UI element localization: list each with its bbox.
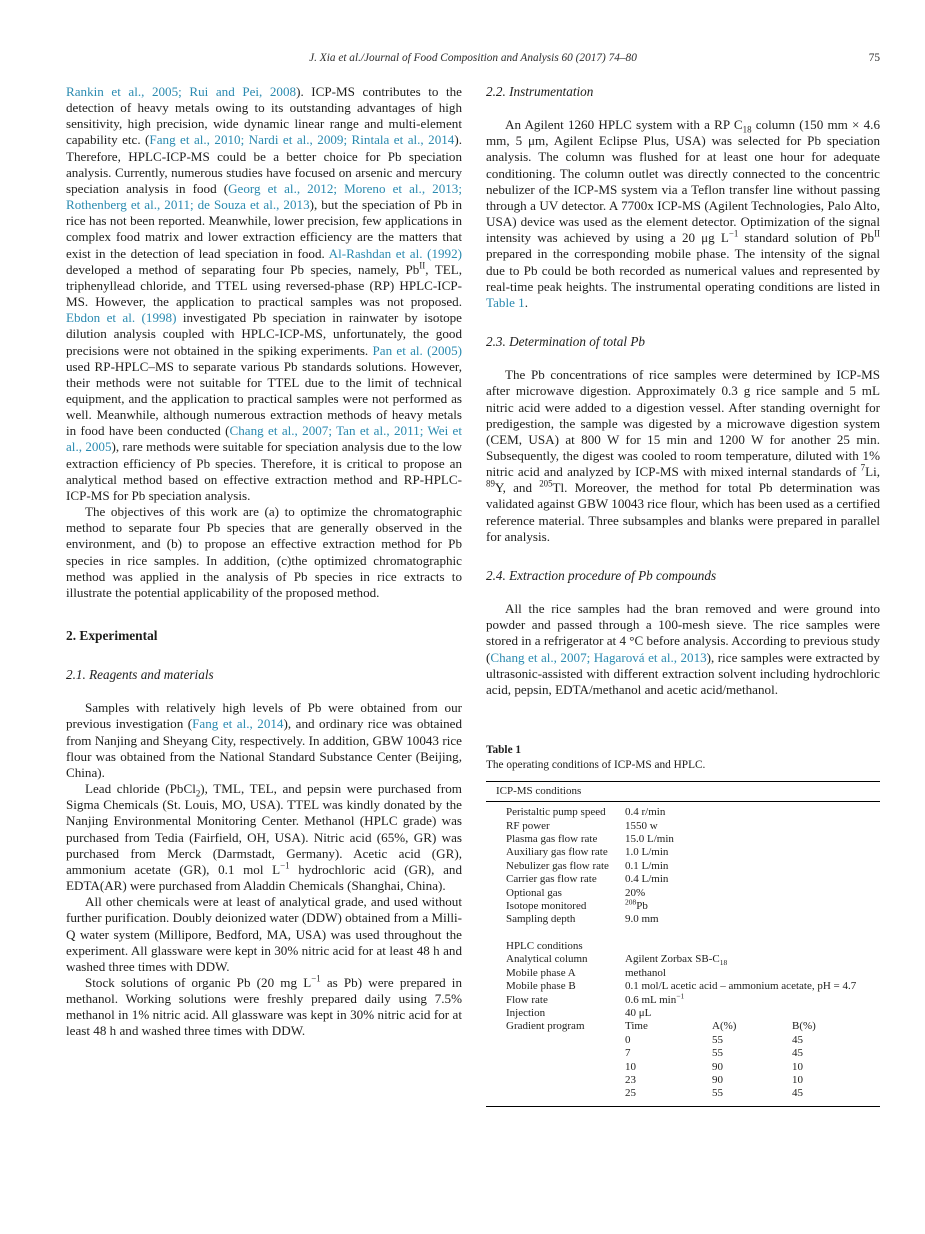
table-row-label: Nebulizer gas flow rate (506, 859, 609, 872)
table-row-value (625, 887, 880, 900)
text-sup: −1 (676, 990, 685, 1000)
subsection-heading-total-pb: 2.3. Determination of total Pb (486, 334, 645, 350)
gradient-cell: 55 (712, 1047, 723, 1060)
table-row-label: Flow rate (506, 993, 548, 1006)
table-row-value (625, 990, 880, 1007)
table-row-value (625, 967, 880, 980)
subsection-heading-instrumentation: 2.2. Instrumentation (486, 84, 594, 99)
text-segment: 0.1 mol/L acetic acid – ammonium acetate, pH = 4.7 (625, 980, 857, 993)
table-row-label: Optional gas (506, 886, 562, 899)
table-row-value (625, 980, 880, 993)
text-segment: 9.0 mm (625, 913, 659, 926)
table-row (486, 887, 880, 900)
section-heading-experimental: 2. Experimental (66, 628, 158, 643)
paragraph-intro-1 (66, 84, 462, 504)
table-row-value (625, 846, 880, 859)
right-column (486, 84, 880, 1107)
gradient-cell: 10 (792, 1060, 803, 1073)
text-segment: used RP-HPLC–MS to separate various Pb standards solutions. However, their methods were not suitable for TTEL due to the limit of technical equipment, and the application to practical samples were not performed as well. Meanwhile, although numerous extraction methods of heavy metals in food have been conducted ( (66, 358, 462, 439)
text-segment: 1550 w (625, 819, 658, 832)
gradient-cell: 90 (712, 1060, 723, 1073)
gradient-program-row (486, 1020, 880, 1100)
text-segment: 20% (625, 886, 646, 899)
table-row-label: Plasma gas flow rate (506, 833, 598, 846)
paragraph-total-pb (486, 367, 880, 545)
table-row-value (625, 820, 880, 833)
paragraph-reagents-2 (66, 781, 462, 894)
gradient-cell: 23 (625, 1073, 636, 1086)
table-row-value (625, 1007, 880, 1020)
table-row-label: Isotope monitored (506, 900, 587, 913)
table-row-label: HPLC conditions (506, 939, 583, 952)
gradient-cell: 90 (712, 1073, 723, 1086)
table-row-value (625, 806, 880, 819)
gradient-row (625, 1047, 880, 1060)
text-segment: The objectives of this work are (a) to optimize the chromatographic method to separate four Pb species that are generally observed in the environment, and (b) to propose an effective extraction method for Pb species in rice samples. In addition, (c)the optimized chromatographic method was applied in the analysis of Pb species in rice extracts to illustrate the potential applicability of the proposed method. (66, 504, 462, 600)
text-sup: −1 (311, 973, 321, 984)
text-segment: developed a method of separating four Pb species, namely, Pb (66, 261, 420, 277)
gradient-row (625, 1034, 880, 1047)
table-row-value (625, 953, 880, 966)
text-segment: ). Therefore, HPLC-ICP-MS could be a better choice for Pb speciation analysis. Currently, numerous studies have focused on arsenic and mercury speciation analysis in food ( (66, 132, 462, 196)
table-row (486, 967, 880, 980)
gradient-cell: Time (625, 1020, 648, 1033)
gradient-cell: 55 (712, 1033, 723, 1046)
citation-link[interactable]: Chang et al., 2007; Hagarová et al., 2013 (490, 649, 707, 665)
table-row-value (625, 860, 880, 873)
table-row (486, 860, 880, 873)
text-sup: 205 (539, 478, 553, 489)
icpms-rows (486, 806, 880, 927)
page-number: 75 (868, 52, 880, 64)
gradient-cell: 45 (792, 1087, 803, 1100)
table-row (486, 846, 880, 859)
text-sup: 89 (486, 478, 495, 489)
paragraph-extraction (486, 601, 880, 698)
citation-link[interactable]: Chang et al., 2007; Tan et al., 2011; Wei et al., 2005 (66, 423, 462, 455)
citation-link[interactable]: Georg et al., 2012; Moreno et al., 2013; Rothenberg et al., 2011; de Souza et al., 2013 (66, 180, 462, 213)
text-sup: II (419, 260, 426, 271)
table-group-header-icpms: ICP-MS conditions (496, 784, 582, 797)
text-segment: The Pb concentrations of rice samples were determined by ICP-MS after microwave digestion. Approximately 0.3 g rice sample and 5 mL nitric acid were added to a digestion vessel. After standing overnight for predigestion, the sample was digested by a microwave digestion system (CEM, USA) at 800 W for 15 min and 1200 W for another 25 min. Subsequently, the digest was cooled to room temperature, diluted with 1% nitric acid and analyzed by ICP-MS with mixed internal standards of (486, 367, 880, 480)
citation-link[interactable]: Rankin et al., 2005; Rui and Pei, 2008 (66, 84, 297, 99)
gradient-cell: 25 (625, 1087, 636, 1100)
table-row-label: Peristaltic pump speed (506, 806, 606, 819)
text-segment: 0.6 mL min (625, 993, 677, 1006)
table-row (486, 806, 880, 819)
table-row-label: Mobile phase B (506, 980, 576, 993)
text-segment: Samples with relatively high levels of Pb were obtained from our previous investigation ( (66, 700, 462, 732)
table-row (486, 897, 880, 913)
text-segment: 0.1 L/min (625, 859, 669, 872)
gradient-row (625, 1020, 880, 1033)
text-segment: as Pb) were prepared in methanol. Working solutions were freshly prepared daily using 7.5% methanol in 1% nitric acid. All glassware was kept in 30% nitric acid for at least 48 h and washed three times with DDW. (66, 974, 462, 1039)
text-segment: ), TML, TEL, and pepsin were purchased from Sigma Chemicals (St. Louis, MO, USA). TTEL was kindly donated by the Nanjing Environmental Monitoring Center. Methanol (HPLC grade) was purchased from Tedia (Fairfield, OH, USA). Nitric acid (65%, GR) was purchased from Merck (Darmstadt, Germany). Acetic acid (GR), ammonium acetate (GR), 0.1 mol L (66, 781, 462, 877)
text-segment: All other chemicals were at least of analytical grade, and used without further purification. Doubly deionized water (DDW) obtained from a Milli-Q water system (Millipore, Bedford, MA, USA) was used throughout the experiment. All glassware were kept in 30% nitric acid for at least 48 h and washed three times with DDW. (66, 894, 462, 974)
subsection-heading-reagents: 2.1. Reagents and materials (66, 667, 214, 683)
page-header (66, 52, 880, 68)
table-ref-link[interactable]: Table 1 (486, 294, 525, 310)
text-sup: −1 (728, 228, 739, 239)
paragraph-reagents-4 (66, 975, 462, 1040)
gradient-row (625, 1061, 880, 1074)
text-segment: Lead chloride (PbCl (84, 781, 196, 797)
text-sup: II (874, 228, 880, 239)
text-segment: ). ICP-MS contributes to the detection of heavy metals owing to its outstanding advantages of high sensitivity, high precision, wide dynamic linear range and multi-element capability etc. ( (66, 84, 462, 148)
table-row-label: Sampling depth (506, 913, 576, 926)
table-row-label: Analytical column (506, 953, 588, 966)
text-segment: investigated Pb speciation in rainwater by isotope dilution analysis coupled with HPLC-ICP-MS, unfortunately, the good precisions were not obtained in the spiking experiments. (66, 310, 462, 358)
text-segment: Stock solutions of organic Pb (20 mg L (84, 974, 312, 990)
hplc-rows (486, 940, 880, 1020)
text-segment: hydrochloric acid (GR), and EDTA(AR) were purchased from Aladdin Chemicals (Shanghai, China). (66, 861, 462, 894)
text-segment: All the rice samples had the bran removed and were ground into powder and passed through a 100-mesh sieve. The rice samples were stored in a refrigerator at 4 °C before analysis. According to previous study ( (486, 601, 880, 665)
text-sub: 2 (195, 788, 201, 799)
gradient-cell: 7 (625, 1047, 631, 1060)
paragraph-intro-2 (66, 504, 462, 601)
text-segment: ), rare methods were suitable for speciation analysis due to the low extraction efficiency of Pb species. Therefore, it is critical to propose an analytical method based on effective extraction method and RP-HPLC-ICP-MS for Pb speciation analysis. (66, 439, 462, 503)
table-row-value (625, 940, 880, 953)
table-row (486, 940, 880, 953)
text-segment: methanol (625, 966, 666, 979)
table-body (486, 802, 880, 1103)
left-column (66, 84, 462, 1040)
table-row-value (625, 873, 880, 886)
table-row-label: Carrier gas flow rate (506, 873, 597, 886)
table-row-value (625, 897, 880, 913)
paragraph-reagents-1 (66, 700, 462, 781)
text-segment: 0.4 L/min (625, 873, 669, 886)
text-segment: Agilent Zorbax SB-C (625, 953, 720, 966)
citation-link[interactable]: Pan et al. (2005) (372, 342, 463, 358)
table-row (486, 833, 880, 846)
paragraph-instrumentation (486, 117, 880, 311)
text-segment: Li, (865, 464, 880, 480)
gradient-cell: 55 (712, 1087, 723, 1100)
table-row-label: Gradient program (506, 1020, 585, 1033)
text-segment: ), and ordinary rice was obtained from Nanjing and Sheyang City, respectively. In addition, GBW 10043 rice flour was obtained from the National Standard Substance Center (Beijing, China). (66, 716, 462, 780)
citation-link[interactable]: Fang et al., 2010; Nardi et al., 2009; Rintala et al., 2014 (149, 132, 455, 148)
paragraph-reagents-3 (66, 894, 462, 975)
text-segment: An Agilent 1260 HPLC system with a RP C (504, 117, 743, 133)
text-segment: 15.0 L/min (625, 833, 674, 846)
table-row-value (625, 913, 880, 926)
text-segment: Pb (636, 900, 648, 913)
gradient-row (625, 1074, 880, 1087)
gradient-row (625, 1087, 880, 1100)
text-segment: 0.4 r/min (625, 806, 666, 819)
table-row (486, 953, 880, 966)
table-caption: The operating conditions of ICP-MS and HPLC. (486, 759, 706, 772)
table-row-label: Auxiliary gas flow rate (506, 846, 608, 859)
table-row-label: Injection (506, 1006, 546, 1019)
citation-link[interactable]: Fang et al., 2014 (192, 716, 284, 732)
table-row-label: RF power (506, 819, 550, 832)
table-row (486, 873, 880, 886)
text-segment: Tl. Moreover, the method for total Pb determination was validated against GBW 10043 rice flour, which has been used as a certified reference material. Three subsamples and blanks were prepared in parallel for analysis. (486, 480, 880, 544)
running-head: J. Xia et al./Journal of Food Composition and Analysis 60 (2017) 74–80 (309, 52, 637, 64)
gradient-cell: A(%) (712, 1020, 737, 1033)
text-segment: standard solution of Pb (738, 230, 875, 246)
text-segment: 1.0 L/min (625, 846, 669, 859)
text-sub: 18 (719, 958, 728, 968)
text-sup: 208 (625, 897, 637, 907)
gradient-cell: 45 (792, 1047, 803, 1060)
table-label: Table 1 (486, 744, 522, 756)
table-bottom-rule (486, 1106, 880, 1107)
text-sup: 7 (860, 462, 866, 473)
gradient-cell: 45 (792, 1033, 803, 1046)
text-segment: ), but the speciation of Pb in rice has not been reported. Meanwhile, lower precision, few applications in complex food matrix and lower extraction efficiency are the matters that exist in the detection of lead speciation in food. (66, 197, 462, 261)
table-row-value (625, 833, 880, 846)
gradient-grid (625, 1020, 880, 1100)
text-segment: Y, and (494, 480, 540, 496)
text-sup: −1 (280, 860, 290, 871)
text-segment: prepared in the corresponding mobile phase. The intensity of the signal due to Pb could be both recorded as numerical values and represented by real-time peak heights. The instrumental operating conditions are listed in (486, 246, 880, 294)
text-segment: column (150 mm × 4.6 mm, 5 μm, Agilent Eclipse Plus, USA) was selected for Pb speciation analysis. The column was flushed for at least one hour for adequate conditioning. The column outlet was directly connected to the concentric nebulizer of the ICP-MS system via a Teflon transfer line without passing through a UV detector. A 7700x ICP-MS (Agilent Technologies, Palo Alto, USA) device was used as the element detector. Optimization of the signal intensity was achieved by using a 20 μg L (486, 117, 881, 246)
gradient-cell: 10 (792, 1073, 803, 1086)
table-row (486, 913, 880, 926)
text-segment: . (524, 294, 528, 310)
table-row (486, 820, 880, 833)
citation-link[interactable]: Al-Rashdan et al. (1992) (328, 245, 462, 261)
text-segment: ), rice samples were extracted by ultrasonic-assisted with different extraction solvent including hydrochloric acid, pepsin, EDTA/methanol and acetic acid/methanol. (486, 649, 880, 697)
table-section-spacer (486, 927, 880, 940)
table-row (486, 1007, 880, 1020)
table-1 (486, 744, 880, 1107)
table-row-label: Mobile phase A (506, 966, 576, 979)
gradient-cell: 10 (625, 1060, 636, 1073)
gradient-cell: B(%) (792, 1020, 816, 1033)
gradient-cell: 0 (625, 1033, 631, 1046)
table-row (486, 990, 880, 1007)
text-sub: 18 (742, 124, 752, 135)
text-segment: 40 μL (625, 1006, 652, 1019)
subsection-heading-extraction: 2.4. Extraction procedure of Pb compounds (486, 567, 717, 583)
citation-link[interactable]: Ebdon et al. (1998) (66, 310, 177, 326)
text-segment: , TEL, triphenyllead chloride, and TTEL using reversed-phase (RP) HPLC-ICP-MS. However, the application to practical samples was not proposed. (66, 261, 462, 310)
